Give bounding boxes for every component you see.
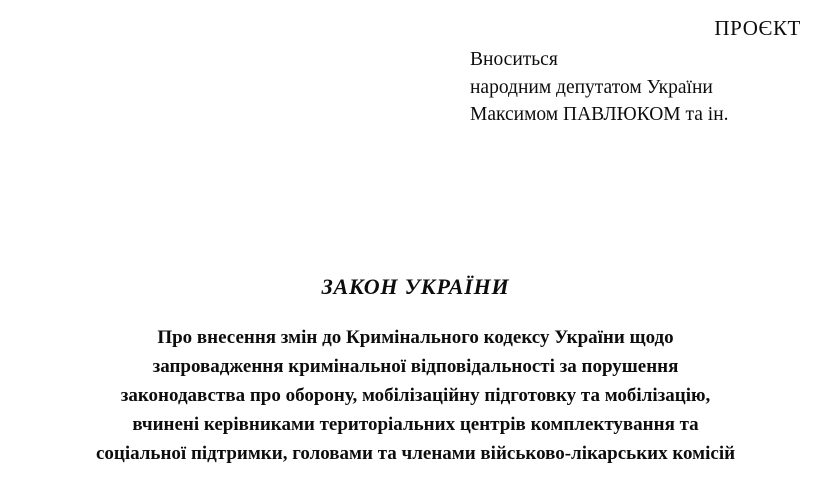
submitter-deputy-name: Максимом ПАВЛЮКОМ та ін. (470, 104, 729, 126)
law-subject-line: законодавства про оборону, мобілізаційну підготовку та мобілізацію, (120, 384, 711, 406)
submitter-block (470, 46, 729, 129)
submitter-deputy-role: народним депутатом України (470, 76, 713, 98)
law-subject-line: соціальної підтримки, головами та членами військово-лікарських комісій (95, 442, 736, 464)
project-label: ПРОЄКТ (714, 16, 801, 40)
law-subject-line: Про внесення змін до Кримінального кодексу України щодо (157, 327, 674, 348)
law-title: ЗАКОН УКРАЇНИ (321, 274, 510, 299)
submitter-intro: Вноситься (470, 49, 558, 70)
law-subject-line: запровадження кримінальної відповідальності за порушення (152, 355, 679, 377)
law-subject (50, 324, 781, 468)
law-subject-line: вчинені керівниками територіальних центрів комплектування та (132, 413, 699, 435)
